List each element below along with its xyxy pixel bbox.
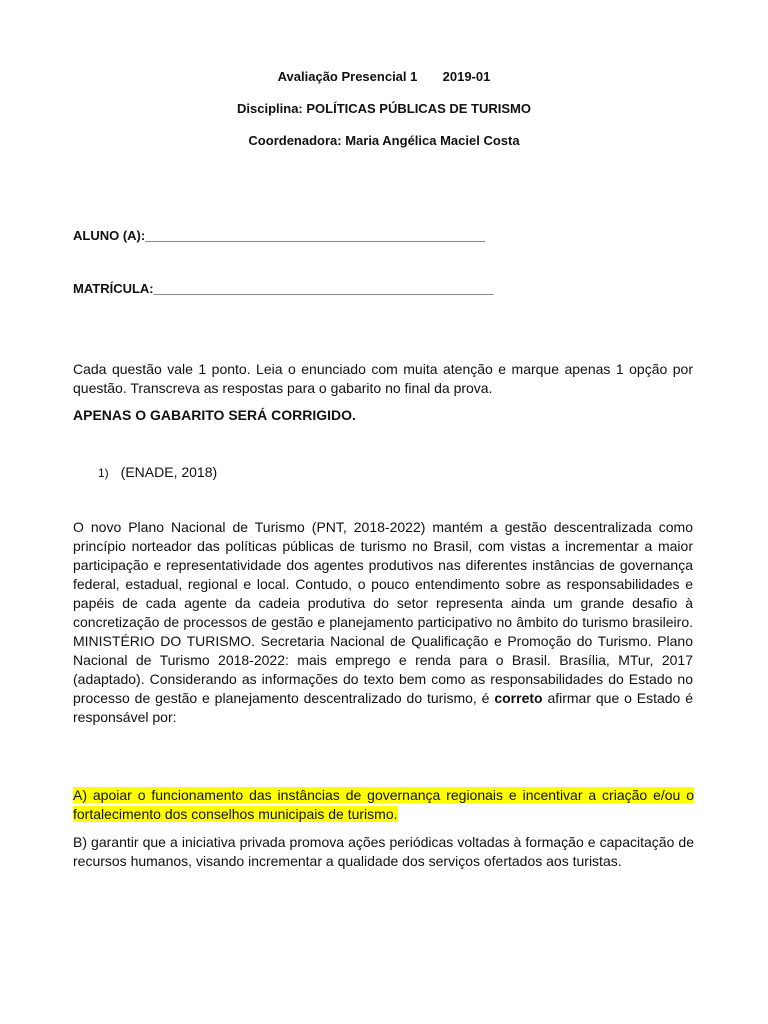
question-1-header [98,464,217,480]
statement-emphasis: correto [494,690,543,706]
question-1-statement [73,518,693,727]
grading-notice: APENAS O GABARITO SERÁ CORRIGIDO. [73,407,356,423]
discipline-title: Disciplina: POLÍTICAS PÚBLICAS DE TURISMO [237,101,531,116]
statement-text: O novo Plano Nacional de Turismo (PNT, 2018-2022) mantém a gestão descentralizada como princípio norteador das políticas públicas de turismo no Brasil, com vistas a incrementar a maior participação e representatividade dos agentes produtivos nas diferentes instâncias de governança federal, estadual, regional e local. Contudo, o pouco entendimento sobre as responsabilidades e papéis de cada agente da cadeia produtiva do setor representa ainda um grande desafio à concretização de processos de gestão e planejamento participativo no âmbito do turismo brasileiro. MINISTÉRIO DO TURISMO. Secretaria Nacional de Qualificação e Promoção do Turismo. Plano Nacional de Turismo 2018-2022: mais emprego e renda para o Brasil. Brasília, MTur, 2017 (adaptado). Considerando as informações do texto bem como as responsabilidades do Estado no processo de gestão e planejamento descentralizado do turismo, é [73,519,693,706]
option-a-highlighted-text: A) apoiar o funcionamento das instâncias de governança regionais e incentivar a criação e/ou o fortalecimento dos conselhos municipais de turismo. [73,787,694,822]
option-a [73,786,694,824]
option-b: B) garantir que a iniciativa privada promova ações periódicas voltadas à formação e capacitação de recursos humanos, visando incrementar a qualidade dos serviços ofertados aos turistas. [73,834,694,869]
registration-field: MATRÍCULA:_______________________________________________ [73,281,494,296]
question-number: 1) [98,466,109,480]
coordinator-name: Coordenadora: Maria Angélica Maciel Costa [248,133,520,148]
question-source: (ENADE, 2018) [120,464,218,480]
instructions-text: Cada questão vale 1 ponto. Leia o enunciado com muita atenção e marque apenas 1 opção por questão. Transcreva as respostas para o gabarito no final da prova. [73,361,693,396]
exam-title: Avaliação Presencial 1 2019-01 [277,69,491,84]
student-name-field: ALUNO (A):_______________________________________________ [73,228,486,243]
statement-text-end: afirmar que o Estado é responsável por: [73,690,693,725]
